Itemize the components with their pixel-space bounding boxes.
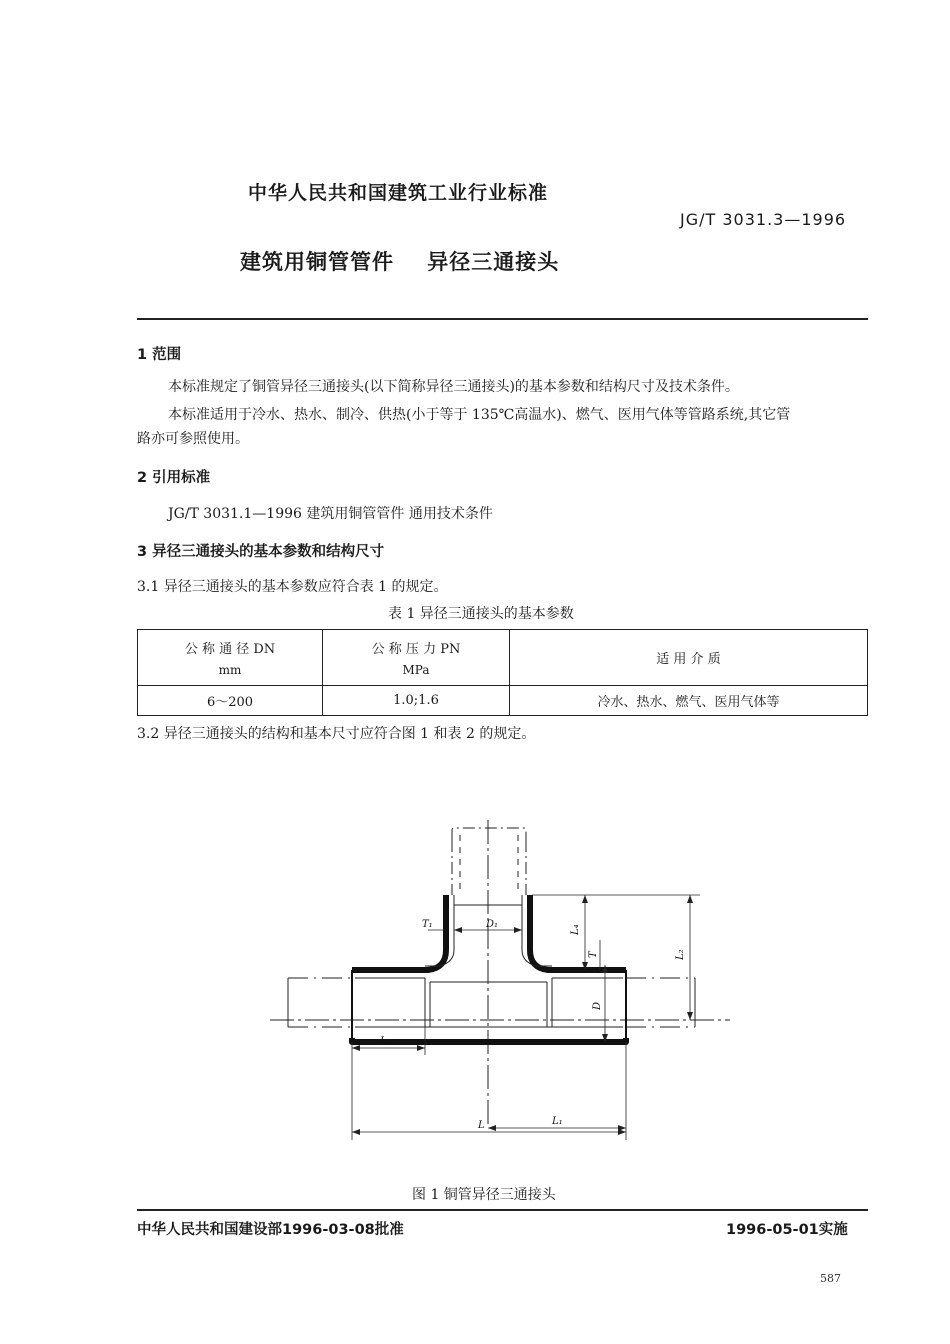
section-1-heading: 1 范围	[137, 347, 182, 363]
dn-header-unit: mm	[218, 663, 242, 677]
label-T1: T₁	[422, 919, 433, 930]
pn-header-label: 公 称 压 力 PN	[371, 642, 461, 657]
effective-date: 1996-05-01实施	[726, 1222, 848, 1238]
table-1	[137, 629, 868, 716]
reducing-tee-drawing	[260, 790, 740, 1170]
header-cell-medium: 适 用 介 质	[510, 630, 868, 686]
reference-standard: JG/T 3031.1—1996 建筑用铜管管件 通用技术条件	[168, 506, 493, 522]
label-L3: L₃	[380, 1036, 391, 1047]
section-3-heading: 3 异径三通接头的基本参数和结构尺寸	[137, 544, 385, 560]
section-1-paragraph-2: 本标准适用于冷水、热水、制冷、供热(小于等于 135℃高温水)、燃气、医用气体等管路系统,其它管	[168, 407, 791, 423]
dn-header-label: 公 称 通 径 DN	[184, 642, 276, 657]
table-1-caption: 表 1 异径三通接头的基本参数	[388, 606, 574, 622]
label-D1: D₁	[486, 919, 499, 930]
page-number: 587	[820, 1272, 841, 1285]
label-L1: L₁	[552, 1116, 563, 1127]
header-cell-dn	[138, 630, 323, 686]
section-1-paragraph-1: 本标准规定了铜管异径三通接头(以下简称异径三通接头)的基本参数和结构尺寸及技术条件。	[168, 379, 739, 395]
standard-number: JG/T 3031.3—1996	[680, 210, 847, 229]
header-cell-pn	[323, 630, 510, 686]
pn-header-unit: MPa	[402, 663, 430, 677]
org-title: 中华人民共和国建筑工业行业标准	[248, 182, 549, 204]
doc-title: 建筑用铜管管件 异径三通接头	[240, 250, 560, 274]
approval-date: 中华人民共和国建设部1996-03-08批准	[137, 1222, 404, 1238]
label-D: D	[592, 1001, 603, 1010]
header-rule	[137, 318, 868, 320]
cell-medium: 冷水、热水、燃气、医用气体等	[510, 686, 868, 716]
cell-dn: 6～200	[138, 686, 323, 716]
label-L2: L₂	[675, 949, 686, 960]
section-2-heading: 2 引用标准	[137, 470, 211, 486]
figure-1-caption: 图 1 铜管异径三通接头	[412, 1187, 556, 1203]
section-1-paragraph-2-cont: 路亦可参照使用。	[137, 431, 249, 447]
label-L4: L₄	[570, 924, 581, 935]
label-L: L	[478, 1120, 485, 1131]
clause-3-1: 3.1 异径三通接头的基本参数应符合表 1 的规定。	[137, 579, 448, 595]
cell-pn: 1.0;1.6	[323, 686, 510, 716]
clause-3-2: 3.2 异径三通接头的结构和基本尺寸应符合图 1 和表 2 的规定。	[137, 726, 536, 742]
footer-rule	[137, 1209, 868, 1211]
label-T: T	[588, 951, 599, 958]
